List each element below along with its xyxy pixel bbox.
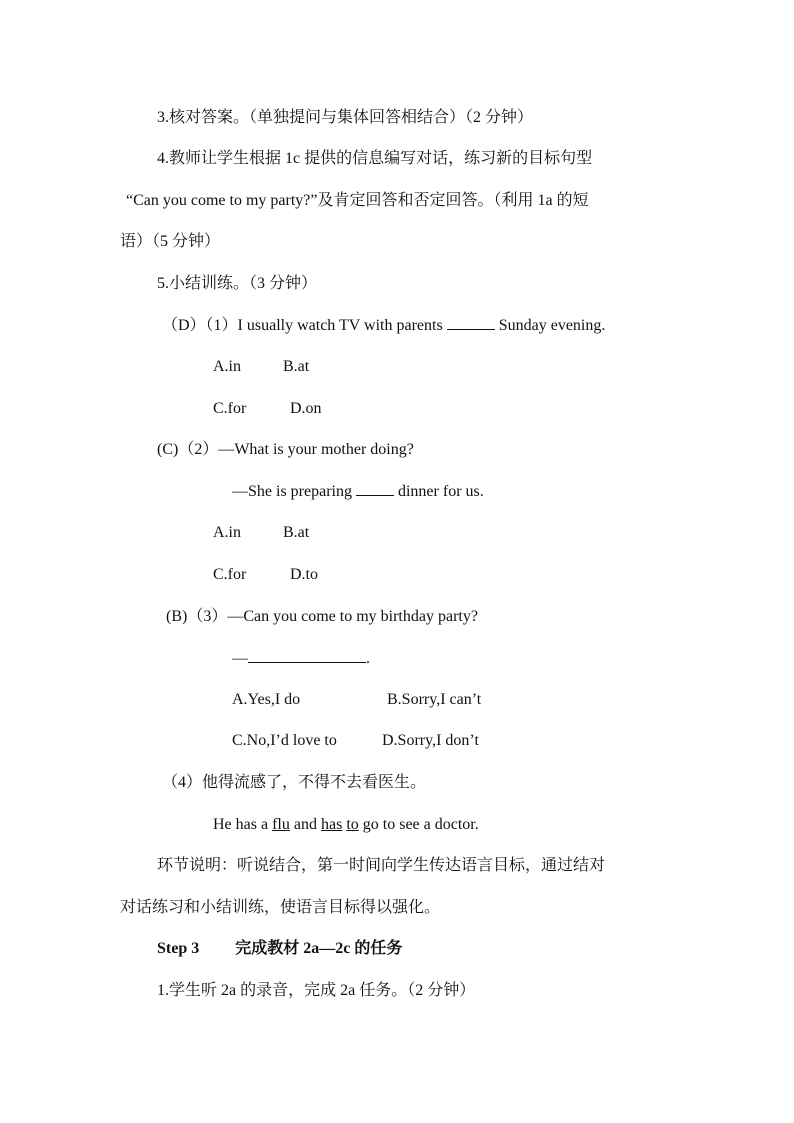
question-1-text: （D）（1）I usually watch TV with parents: [162, 317, 443, 334]
option-b: B.at: [283, 358, 310, 375]
section-note: 环节说明：听说结合，第一时间向学生传达语言目标，通过结对: [157, 857, 606, 874]
question-4-answer: [213, 814, 479, 836]
option-d: D.on: [290, 400, 322, 417]
answer-blank: [447, 315, 495, 330]
answer-text: and: [293, 816, 317, 833]
question-1-text-end: Sunday evening.: [498, 317, 606, 334]
question-2-reply-end: dinner for us.: [397, 483, 484, 500]
answer-word-flu: flu: [272, 816, 290, 833]
option-a: A.in: [213, 358, 241, 375]
option-c: C.No,I’d love to: [232, 732, 337, 749]
text-line-target-sentence: “Can you come to my party?”及肯定回答和否定回答。（利用 1a 的短: [126, 192, 589, 209]
option-c: C.for: [213, 400, 247, 417]
answer-word-to: to: [346, 816, 359, 833]
question-2-reply: [232, 481, 484, 503]
answer-text-end: go to see a doctor.: [362, 816, 479, 833]
step-title: 完成教材 2a—2c 的任务: [235, 940, 403, 957]
question-2-reply-text: —She is preparing: [232, 483, 352, 500]
question-1: [162, 315, 605, 337]
option-b: B.at: [283, 524, 310, 541]
option-d: D.Sorry,I don’t: [382, 732, 479, 749]
step-heading: [157, 938, 402, 960]
option-d: D.to: [290, 566, 318, 583]
period: .: [366, 650, 370, 667]
question-4: （4）他得流感了，不得不去看医生。: [162, 774, 427, 791]
answer-text: He has a: [213, 816, 269, 833]
question-3: (B)（3）—Can you come to my birthday party?: [166, 608, 478, 625]
answer-blank: [356, 481, 394, 496]
text-line-listening-task: 1.学生听 2a 的录音，完成 2a 任务。（2 分钟）: [157, 982, 476, 999]
option-a: A.Yes,I do: [232, 691, 301, 708]
option-b: B.Sorry,I can’t: [387, 691, 482, 708]
dash: —: [232, 650, 248, 667]
text-line-answer-check: 3.核对答案。（单独提问与集体回答相结合）（2 分钟）: [157, 109, 534, 126]
question-3-reply: [232, 648, 370, 670]
section-note-cont: 对话练习和小结训练，使语言目标得以强化。: [120, 899, 441, 916]
text-line-time: 语）（5 分钟）: [120, 233, 221, 250]
question-2: (C)（2）—What is your mother doing?: [157, 441, 414, 458]
text-line-teacher-instruction: 4.教师让学生根据 1c 提供的信息编写对话，练习新的目标句型: [157, 150, 593, 167]
option-c: C.for: [213, 566, 247, 583]
step-label: Step 3: [157, 940, 200, 957]
text-line-summary-practice: 5.小结训练。（3 分钟）: [157, 275, 318, 292]
answer-blank: [248, 648, 366, 663]
option-a: A.in: [213, 524, 241, 541]
answer-word-has: has: [320, 816, 343, 833]
